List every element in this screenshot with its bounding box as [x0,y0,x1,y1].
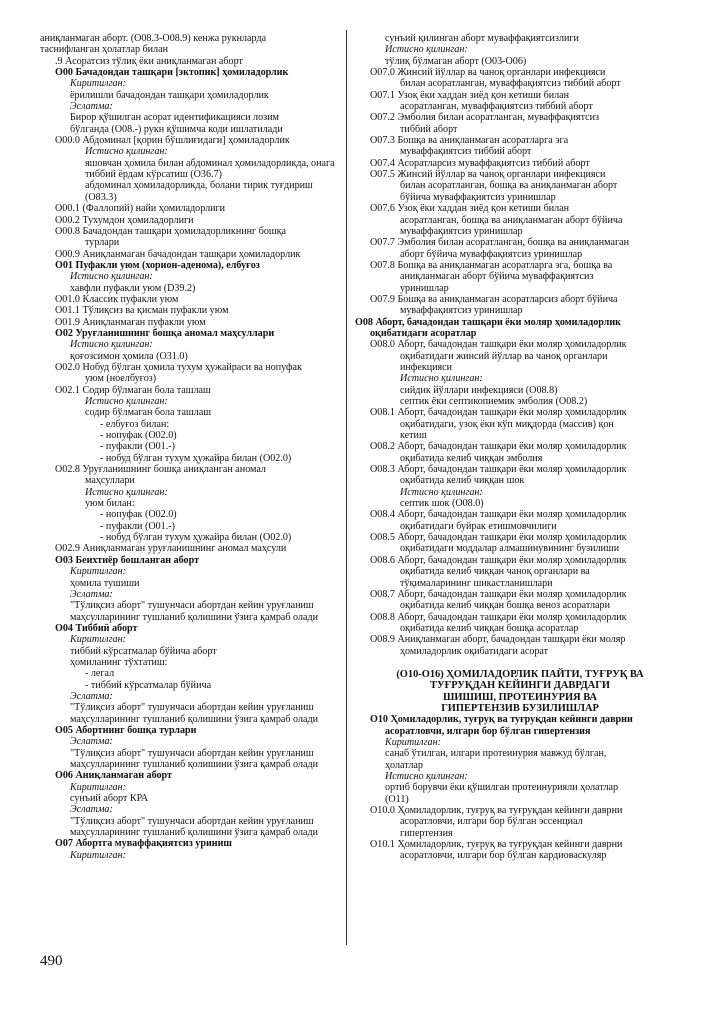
text-line: Истисно қилинган: [70,271,153,283]
text-line: O07.7 Эмболия билан асоратланган, бошқа ва аниқланмаган [370,237,630,249]
text-line: тиббий кўрсатмалар бўйича аборт [70,645,217,657]
text-line: ГИПЕРТЕНЗИВ БУЗИЛИШЛАР [441,702,599,714]
text-line: O01.1 Тўлиқсиз ва қисман пуфакли уюм [55,305,229,317]
text-line: O02.9 Аниқланмаган уруғланишнинг аномал маҳсули [55,543,287,555]
text-line: O01 Пуфакли уюм (хорион-аденома), елбуғоз [55,259,260,271]
text-line: O00.1 (Фаллопий) найи ҳомиладорлиги [55,203,226,215]
text-line: таснифланган ҳолатлар билан [40,44,168,56]
text-line: муваффақиятсиз уринишлар [400,225,523,237]
text-line: O10 Ҳомиладорлик, туғруқ ва туғруқдан кейинги даврни [370,714,633,726]
text-line: O08.5 Аборт, бачадондан ташқари ёки моляр ҳомиладорлик [370,532,627,544]
text-line: O00.8 Бачадондан ташқари ҳомиладорликнинг бошқа [55,225,287,237]
text-line: Киритилган: [70,78,126,90]
text-line: ШИШИШ, ПРОТЕИНУРИЯ ВА [442,691,597,703]
text-line: O07.9 Бошқа ва аниқланмаган асоратларсиз аборт бўйича [370,293,618,305]
text-line: уюм (ноелбуғоз) [85,373,157,385]
text-line: оқибатидаги буйрак етишмовчилиги [400,520,557,532]
text-line: Киритилган: [70,849,126,861]
text-line: асоратланган, муваффақиятсиз тиббий аборт [400,101,593,113]
text-line: - нопуфак (O02.0) [100,430,177,442]
text-line: Истисно қилинган: [70,339,153,351]
text-line: O04 Тиббий аборт [55,622,138,634]
text-line: O07 Абортга муваффақиятсиз уриниш [55,838,232,850]
text-line: Киритилган: [70,566,126,578]
text-line: маҳсулларининг тушланиб қолишини ўзига қамраб олади [70,759,319,770]
text-line: муваффақиятсиз тиббий аборт [400,146,532,158]
text-line: билан асоратланган, бошқа ва аниқланмаган аборт [400,180,618,192]
text-line: O08.7 Аборт, бачадондан ташқари ёки моляр ҳомиладорлик [370,588,627,600]
text-line: Истисно қилинган: [85,146,168,158]
text-line: O03 Беихтиёр бошланган аборт [55,554,200,566]
text-line: Эслатма: [70,588,113,600]
text-line: содир бўлмаган бола ташлаш [85,407,212,419]
text-line: Истисно қилинган: [85,486,168,498]
text-line: септик ёки септикопиемик эмболия (O08.2) [400,396,588,407]
text-line: O00.0 Абдоминал [қорин бўшлиғидаги] ҳомиладорлик [55,135,290,147]
text-line: Истисно қилинган: [385,771,468,782]
text-line: бўйича муваффақиятсиз уринишлар [400,191,556,203]
text-line: ҳомиладорлик оқибатидаги асорат [400,645,549,657]
text-line: оқибатида келиб чиққан бошқа асоратлар [400,622,579,634]
right-column [355,33,685,862]
text-line: оқибатидаги асоратлар [370,327,477,339]
text-line: кетиш [400,430,427,442]
text-line: O07.8 Бошқа ва аниқланмаган асоратларга эга, бошқа ва [370,259,613,271]
text-line: яшовчан ҳомила билан абдоминал ҳомиладорликда, онага [85,157,335,169]
text-line: O01.9 Аниқланмаган пуфакли уюм [55,316,206,328]
text-line: оқибатидаги жинсий йўллар ва чаноқ органлари [400,350,608,362]
text-line: хавфли пуфакли уюм (D39.2) [70,282,196,294]
text-line: аниқланмаган аборт бўйича муваффақиятсиз [400,271,594,283]
text-line: O10.0 Ҳомиладорлик, туғруқ ва туғруқдан кейинги даврни [370,805,623,817]
page-number: 490 [40,953,63,969]
text-line: ҳомила тушиши [70,577,140,589]
text-line: O00.9 Аниқланмаган бачадондан ташқари ҳомиладорлик [55,248,301,260]
text-line: - нопуфак (O02.0) [100,509,177,521]
text-line: билан асоратланган, муваффақиятсиз тиббий аборт [400,78,621,90]
text-line: Киритилган: [70,634,126,646]
text-line: оқибатида келиб чиққан эмболия [400,452,543,464]
text-line: Истисно қилинган: [85,396,168,407]
text-line: O08.3 Аборт, бачадондан ташқари ёки моляр ҳомиладорлик [370,464,627,476]
text-line: оқибатида келиб чиққан шок [400,475,525,487]
text-line: маҳсулларининг тушланиб қолишини ўзига қамраб олади [70,611,319,623]
text-line: Истисно қилинган: [400,373,483,385]
text-line: O07.5 Жинсий йўллар ва чаноқ органлари инфекцияси [370,169,606,181]
text-line: маҳсуллари [85,475,135,487]
text-line: тиббий аборт [400,123,458,135]
text-line: O08.6 Аборт, бачадондан ташқари ёки моляр ҳомиладорлик [370,554,627,566]
text-line: O02.1 Содир бўлмаган бола ташлаш [55,384,211,396]
text-line: оқибатида келиб чиққан бошқа веноз асоратлари [400,600,610,612]
text-line: муваффақиятсиз уринишлар [400,305,523,317]
text-line: - нобуд бўлган тухум ҳужайра билан (O02.0) [100,452,292,464]
text-line: асоратловчи, илгари бор бўлган эссенциал [400,816,583,828]
text-line: Эслатма: [70,736,113,748]
text-line: тиббий ёрдам кўрсатиш (O36.7) [85,169,222,181]
text-line: O06 Аниқланмаган аборт [55,770,172,782]
text-line: Истисно қилинган: [385,44,468,56]
text-line: асоратловчи, илгари бор бўлган кардиоваскуляр [400,850,607,862]
text-line: - нобуд бўлган тухум ҳужайра билан (O02.0) [100,532,292,544]
text-line: Киритилган: [385,736,441,748]
text-line: Бирор қўшилган асорат идентификацияси лозим [70,112,279,124]
text-line: "Тўлиқсиз аборт" тушунчаси абортдан кейин уруғланиш [70,815,314,827]
text-line: гипертензия [400,827,453,839]
text-line: O08.9 Аниқланмаган аборт, бачадондан ташқари ёки моляр [370,634,626,646]
text-line: .9 Асоратсиз тўлиқ ёки аниқланмаган аборт [55,55,243,67]
text-line: ТУҒРУҚДАН КЕЙИНГИ ДАВРДАГИ [430,680,610,692]
text-line: асоратловчи, илгари бор бўлган гипертензия [385,725,591,737]
text-line: тўқималарининг шикастланишлари [400,577,553,589]
text-line: абдоминал ҳомиладорликда, болани тирик туғдириш [85,180,313,192]
text-line: O01.0 Классик пуфакли уюм [55,293,179,305]
text-line: ортиб борувчи ёки қўшилган протеинурияли ҳолатлар [385,782,619,794]
text-line: Киритилган: [70,781,126,793]
text-line: аниқланмаган аборт. (O08.3-O08.9) кенжа рукнларда [40,33,267,44]
text-line: (O83.3) [85,191,117,203]
text-line: O07.4 Асоратларсиз муваффақиятсиз тиббий аборт [370,157,590,169]
text-line [355,657,685,669]
text-line: Истисно қилинган: [400,486,483,498]
text-line: O02.0 Нобуд бўлган ҳомила тухум ҳужайраси ва нопуфак [55,361,302,373]
text-line: турлари [85,237,120,249]
text-line: O08 Аборт, бачадондан ташқари ёки моляр ҳомиладорлик [355,316,621,328]
text-line: асоратланган, бошқа ва аниқланмаган аборт бўйича [400,214,623,226]
text-line: - пуфакли (O01.-) [100,441,175,453]
text-line: уюм билан: [85,498,135,510]
text-line: O00 Бачадондан ташқари [эктопик] ҳомиладорлик [55,67,289,79]
text-line: O08.4 Аборт, бачадондан ташқари ёки моляр ҳомиладорлик [370,509,627,521]
text-line: санаб ўтилган, илгари протеинурия мавжуд бўлган, [385,748,607,760]
text-line: "Тўлиқсиз аборт" тушунчаси абортдан кейин уруғланиш [70,747,314,759]
text-line: ҳомиланинг тўхтатиш: [70,656,168,668]
text-line: - пуфакли (O01.-) [100,520,175,532]
column-divider [346,30,347,945]
text-line: маҳсулларининг тушланиб қолишини ўзига қамраб олади [70,827,319,839]
text-line: O02.8 Уруғланишнинг бошқа аниқланган аномал [55,464,266,476]
text-line: инфекцияси [400,361,453,373]
text-line: O07.0 Жинсий йўллар ва чаноқ органлари инфекцияси [370,67,606,79]
text-line: аборт бўйича муваффақиятсиз уринишлар [400,248,583,260]
text-line: сунъий қилинган аборт муваффақиятсизлиги [385,33,579,44]
text-line: тўлиқ бўлмаган аборт (O03-O06) [385,55,527,67]
text-line: маҳсулларининг тушланиб қолишини ўзига қамраб олади [70,713,319,725]
text-line: уринишлар [400,282,449,294]
text-line: (O11) [385,793,409,805]
left-column [40,33,340,861]
text-line: O07.3 Бошқа ва аниқланмаган асоратларга эга [370,135,569,147]
text-line: оқибатидаги, узоқ ёки кўп миқдорда (массив) қон [400,418,614,430]
text-line: "Тўлиқсиз аборт" тушунчаси абортдан кейин уруғланиш [70,600,314,612]
text-line: O08.0 Аборт, бачадондан ташқари ёки моляр ҳомиладорлик [370,339,627,351]
text-line: сунъий аборт КРА [70,793,149,805]
text-line: - тиббий кўрсатмалар бўйича [85,679,212,691]
text-line: "Тўлиқсиз аборт" тушунчаси абортдан кейин уруғланиш [70,702,314,714]
text-line: Эслатма: [70,690,113,702]
text-line: O07.6 Узоқ ёки хаддан зиёд қон кетиши билан [370,203,570,215]
text-line: ёрилишли бачадондан ташқари ҳомиладорлик [70,89,269,101]
text-line: ҳолатлар [385,759,423,771]
text-line: O08.2 Аборт, бачадондан ташқари ёки моляр ҳомиладорлик [370,441,627,453]
text-line: Эслатма: [70,804,113,816]
text-line: O02 Уруғланишнинг бошқа аномал маҳсуллари [55,327,275,339]
text-line: O10.1 Ҳомиладорлик, туғруқ ва туғруқдан кейинги даврни [370,839,623,851]
text-line: септик шок (O08.0) [400,498,484,510]
text-line: O00.2 Тухумдон ҳомиладорлиги [55,214,194,226]
text-line: (O10-O16) ҲОМИЛАДОРЛИК ПАЙТИ, ТУҒРУҚ ВА [396,668,644,680]
text-line: Эслатма: [70,101,113,113]
text-line: оқибатида келиб чиққан чаноқ органлари ва [400,566,590,578]
text-line: - елбуғоз билан: [100,418,170,430]
text-line: O07.2 Эмболия билан асоратланган, муваффақиятсиз [370,112,599,124]
text-line: бўлганда (O08.-) рукн қўшимча коди ишлатилади [70,123,283,135]
text-line: O07.1 Узоқ ёки хаддан зиёд қон кетиши билан [370,89,570,101]
text-line: оқибатидаги моддалар алмашинувининг бузилиши [400,543,620,555]
text-line: O05 Абортнинг бошқа турлари [55,724,197,736]
text-line: - легал [85,668,115,680]
text-line: сийдик йўллари инфекцияси (O08.8) [400,384,558,396]
text-line: O08.1 Аборт, бачадондан ташқари ёки моляр ҳомиладорлик [370,407,627,419]
text-line: O08.8 Аборт, бачадондан ташқари ёки моляр ҳомиладорлик [370,611,627,623]
text-line: қоғозсимон ҳомила (O31.0) [70,350,188,362]
